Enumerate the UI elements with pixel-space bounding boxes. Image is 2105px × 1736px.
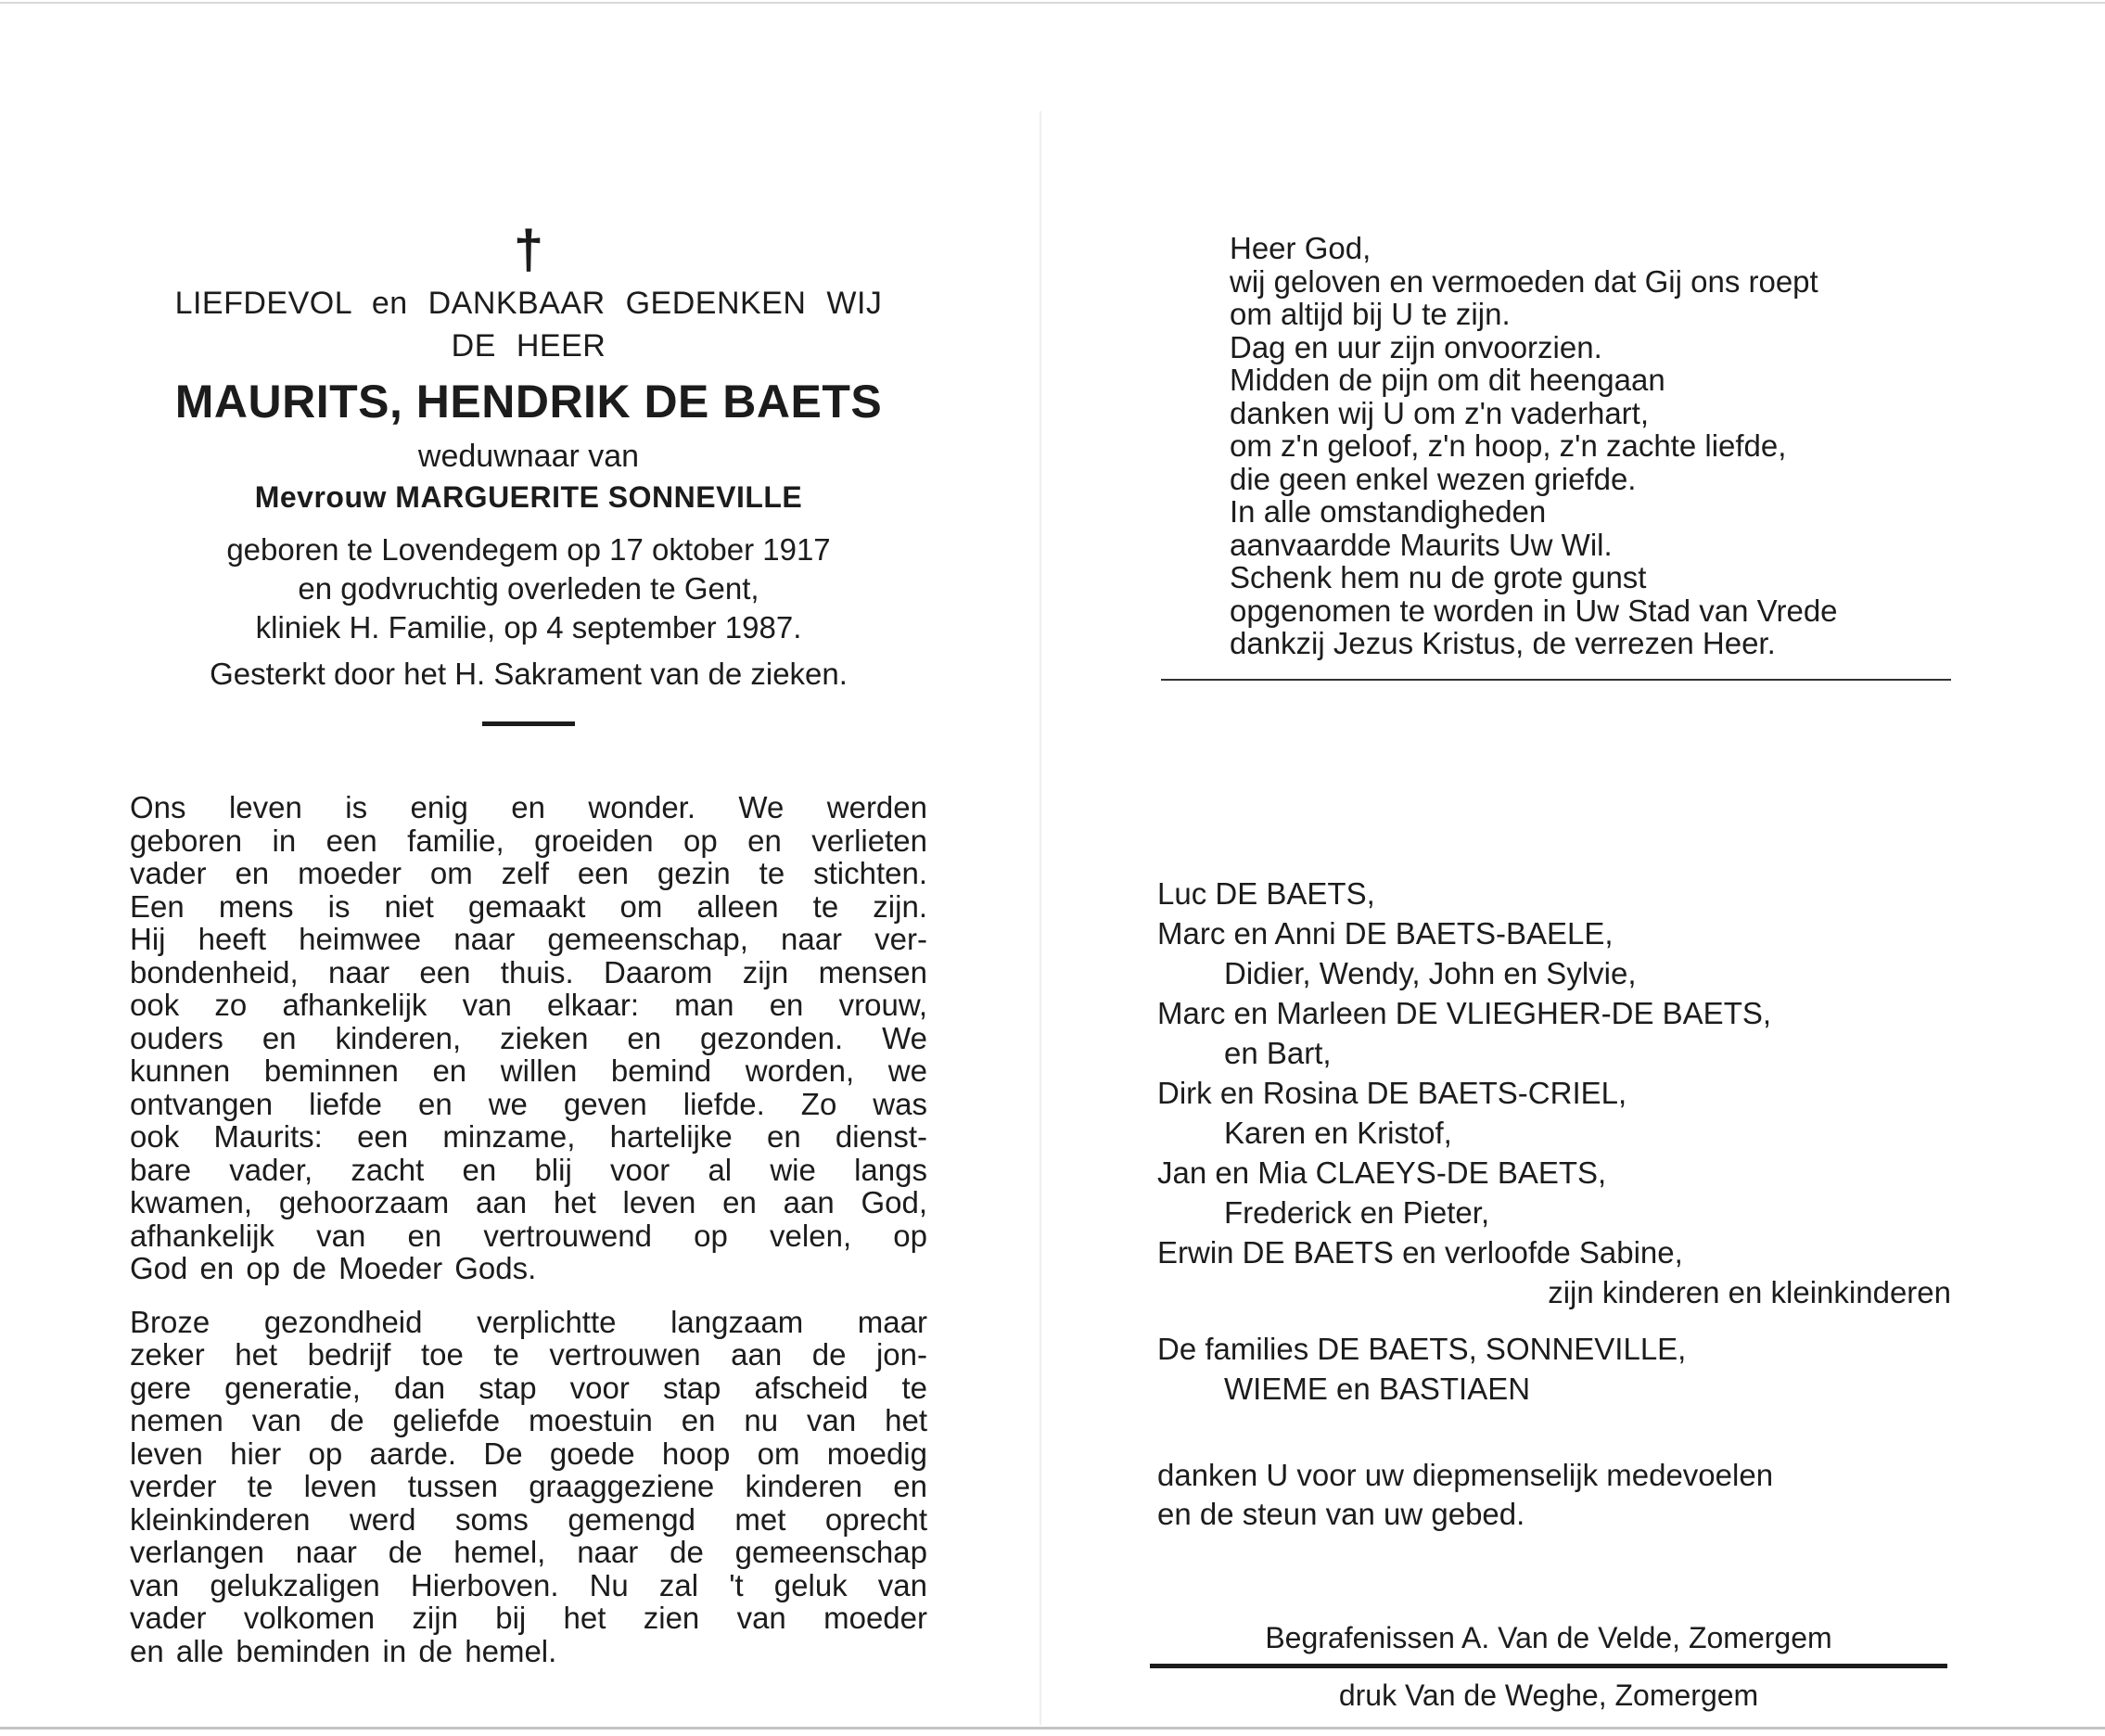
- prayer-line: opgenomen te worden in Uw Stad van Vrede: [1230, 593, 1838, 628]
- sacrament-line: Gesterkt door het H. Sakrament van de zieken.: [210, 657, 848, 691]
- paragraph-line: ouders en kinderen, zieken en gezonden. We: [130, 1020, 927, 1055]
- paragraph-line: bare vader, zacht en blij voor al wie langs: [130, 1152, 927, 1187]
- family-line: WIEME en BASTIAEN: [1224, 1372, 1531, 1406]
- card-top-edge: [0, 2, 2105, 4]
- paragraph-line: geboren in een familie, groeiden op en verlieten: [130, 823, 927, 858]
- paragraph-line: vader en moeder om zelf een gezin te stichten.: [130, 856, 927, 890]
- undertaker: Begrafenissen A. Van de Velde, Zomergem: [1265, 1621, 1832, 1654]
- paragraph-line: Broze gezondheid verplichtte langzaam maar: [130, 1304, 927, 1339]
- cross-icon: †: [513, 220, 544, 280]
- widower-of: weduwnaar van: [417, 439, 640, 474]
- prayer: [1230, 232, 1962, 660]
- printer: druk Van de Weghe, Zomergem: [1338, 1679, 1759, 1712]
- paragraph-line: van gelukzaligen Hierboven. Nu zal 't geluk van: [130, 1567, 927, 1602]
- paragraph-line: ontvangen liefde en we geven liefde. Zo was: [130, 1086, 927, 1121]
- paragraph-line: afhankelijk van en vertrouwend op velen, op: [130, 1218, 927, 1253]
- paragraph-line: en alle beminden in de hemel.: [130, 1633, 557, 1668]
- paragraph-line: God en op de Moeder Gods.: [130, 1251, 537, 1285]
- dates-line: kliniek H. Familie, op 4 september 1987.: [255, 610, 802, 645]
- birth-death-dates: [111, 530, 946, 647]
- prayer-line: om z'n geloof, z'n hoop, z'n zachte liefde,: [1230, 428, 1787, 463]
- paragraph-line: zeker het bedrijf toe te vertrouwen aan de jon-: [130, 1337, 927, 1372]
- card-bottom-edge: [0, 1727, 2105, 1730]
- prayer-divider: [1161, 679, 1951, 681]
- prayer-line: In alle omstandigheden: [1230, 494, 1547, 529]
- card-fold: [1040, 111, 1041, 1725]
- paragraph-line: kwamen, gehoorzaam aan het leven en aan God,: [130, 1185, 927, 1219]
- paragraph-line: leven hier op aarde. De goede hoop om moedig: [130, 1436, 927, 1471]
- deceased-name: MAURITS, HENDRIK DE BAETS: [174, 376, 883, 428]
- paragraph-line: Een mens is niet gemaakt om alleen te zijn.: [130, 888, 927, 924]
- family-line: Luc DE BAETS,: [1157, 876, 1375, 911]
- dates-line: geboren te Lovendegem op 17 oktober 1917: [226, 532, 831, 567]
- family-line: en Bart,: [1224, 1036, 1332, 1070]
- paragraph-line: verder te leven tussen graaggeziene kinderen en: [130, 1469, 927, 1503]
- family-line: Frederick en Pieter,: [1224, 1195, 1490, 1230]
- family-line: Dirk en Rosina DE BAETS-CRIEL,: [1157, 1076, 1627, 1110]
- family-line: Jan en Mia CLAEYS-DE BAETS,: [1157, 1155, 1607, 1190]
- prayer-line: om altijd bij U te zijn.: [1230, 297, 1511, 331]
- thanks-line: en de steun van uw gebed.: [1157, 1497, 1525, 1531]
- family-line: Marc en Anni DE BAETS-BAELE,: [1157, 916, 1614, 951]
- family-list: [1157, 874, 1955, 1409]
- prayer-line: Schenk hem nu de grote gunst: [1230, 560, 1647, 594]
- intro-line-1: LIEFDEVOL en DANKBAAR GEDENKEN WIJ: [174, 286, 883, 321]
- prayer-line: Dag en uur zijn onvoorzien.: [1230, 329, 1602, 364]
- dates-line: en godvruchtig overleden te Gent,: [298, 571, 759, 606]
- family-line: zijn kinderen en kleinkinderen: [1548, 1275, 1951, 1309]
- prayer-line: danken wij U om z'n vaderhart,: [1230, 395, 1650, 430]
- thanks: [1157, 1456, 1955, 1534]
- prayer-line: aanvaardde Maurits Uw Wil.: [1230, 527, 1613, 562]
- divider: [482, 721, 575, 726]
- prayer-line: dankzij Jezus Kristus, de verrezen Heer.: [1230, 626, 1776, 660]
- paragraph-line: bondenheid, naar een thuis. Daarom zijn mensen: [130, 954, 927, 989]
- paragraph-line: verlangen naar de hemel, naar de gemeenschap: [130, 1535, 927, 1569]
- prayer-line: Midden de pijn om dit heengaan: [1230, 363, 1665, 397]
- family-line: Karen en Kristof,: [1224, 1116, 1452, 1150]
- prayer-line: wij geloven en vermoeden dat Gij ons roept: [1230, 263, 1818, 299]
- paragraph-life: [130, 791, 927, 1285]
- family-line: Marc en Marleen DE VLIEGHER-DE BAETS,: [1157, 996, 1772, 1030]
- paragraph-line: nemen van de geliefde moestuin en nu van het: [130, 1403, 927, 1437]
- paragraph-line: kleinkinderen werd soms gemengd met oprecht: [130, 1501, 927, 1537]
- prayer-line: Heer God,: [1230, 231, 1371, 265]
- paragraph-line: vader volkomen zijn bij het zien van moeder: [130, 1601, 927, 1635]
- footer-divider: [1150, 1664, 1947, 1668]
- family-line: Didier, Wendy, John en Sylvie,: [1224, 956, 1637, 990]
- paragraph-line: Ons leven is enig en wonder. We werden: [130, 790, 927, 824]
- thanks-line: danken U voor uw diepmenselijk medevoelen: [1157, 1458, 1774, 1492]
- paragraph-line: ook Maurits: een minzame, hartelijke en dienst-: [130, 1119, 927, 1154]
- spouse-name: Mevrouw MARGUERITE SONNEVILLE: [254, 480, 803, 514]
- paragraph-line: ook zo afhankelijk van elkaar: man en vrouw,: [130, 988, 927, 1022]
- paragraph-line: Hij heeft heimwee naar gemeenschap, naar ver-: [130, 922, 927, 956]
- paragraph-line: gere generatie, dan stap voor stap afscheid te: [130, 1370, 927, 1405]
- paragraph-health: [130, 1306, 927, 1668]
- left-panel: [111, 220, 946, 1668]
- family-line: De families DE BAETS, SONNEVILLE,: [1157, 1332, 1687, 1366]
- paragraph-line: kunnen beminnen en willen bemind worden, we: [130, 1053, 927, 1088]
- family-line: Erwin DE BAETS en verloofde Sabine,: [1157, 1235, 1683, 1270]
- prayer-line: die geen enkel wezen griefde.: [1230, 461, 1637, 496]
- intro-line-2: DE HEER: [451, 328, 606, 364]
